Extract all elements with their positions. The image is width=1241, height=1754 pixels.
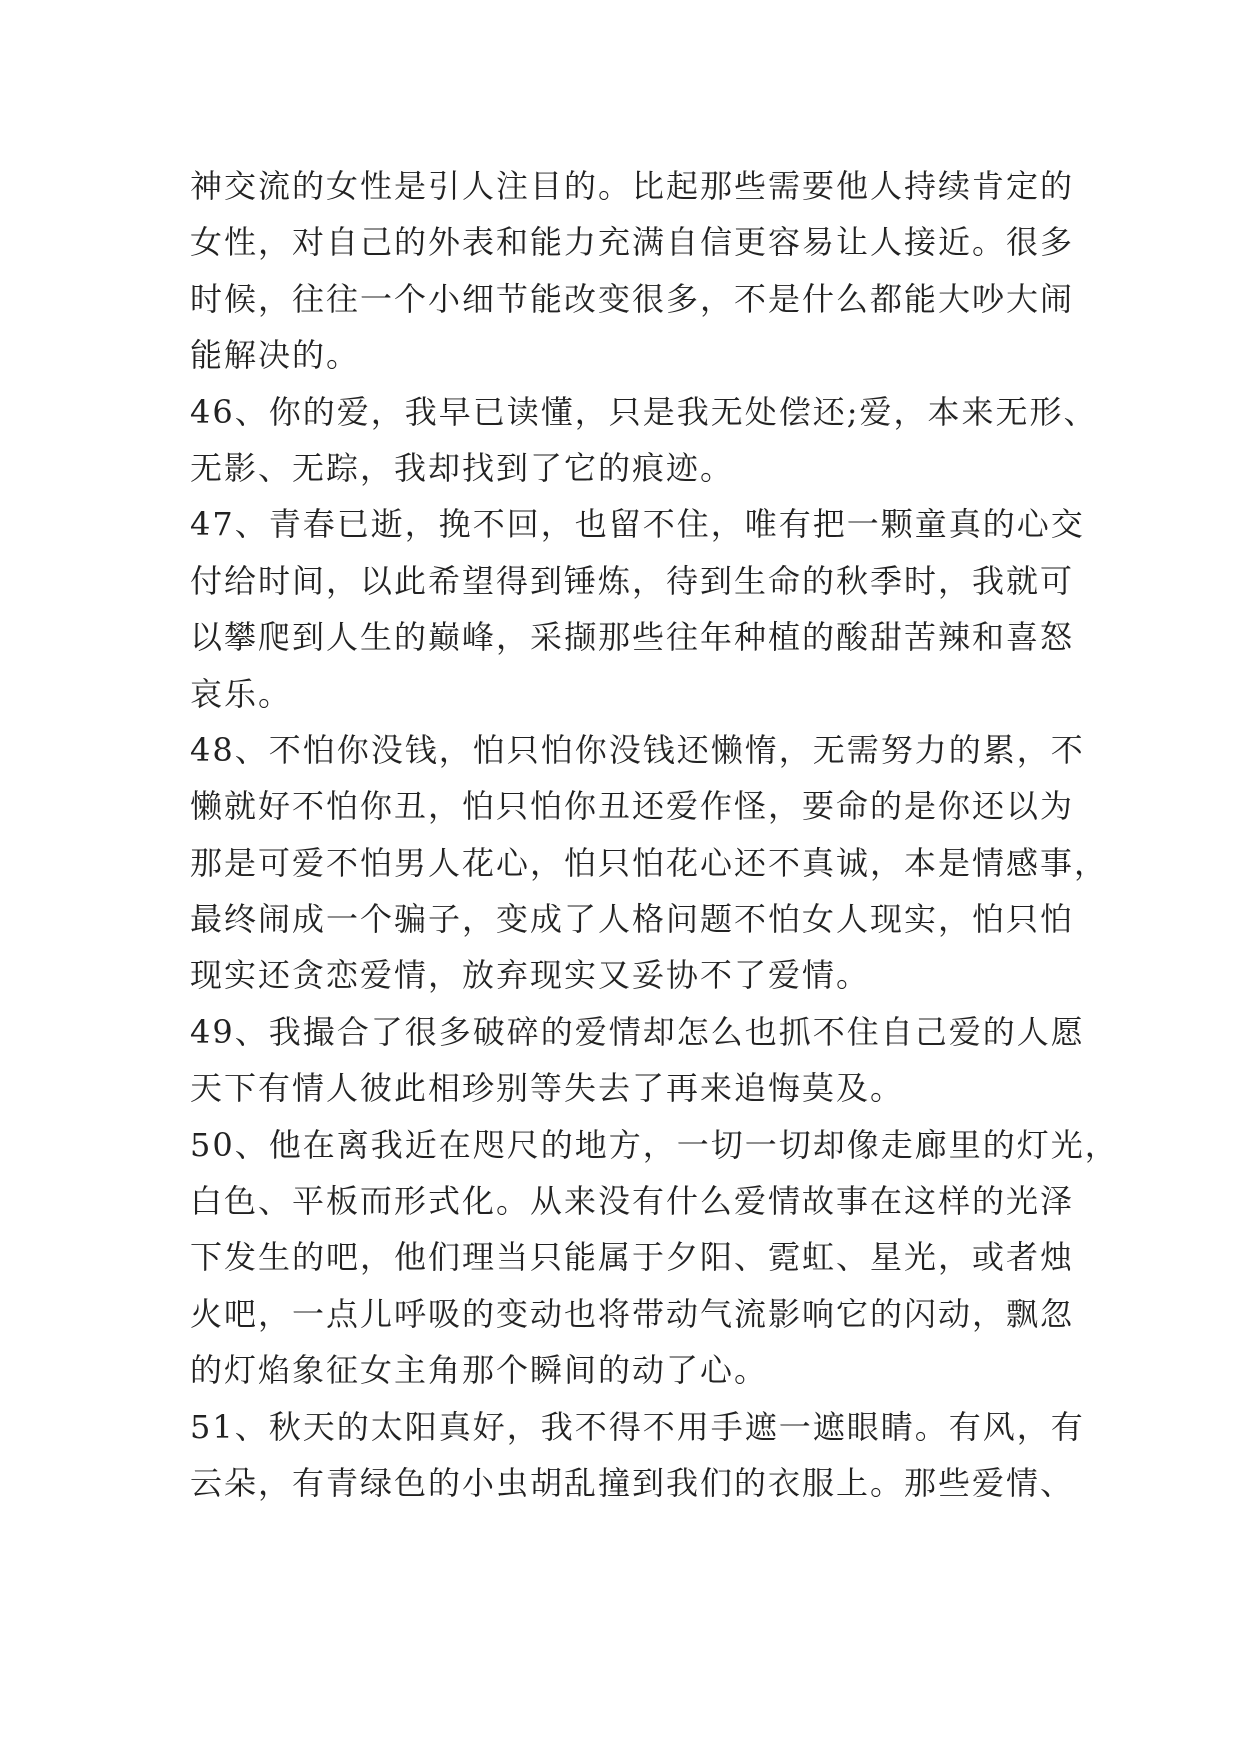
text-line: 47、青春已逝，挽不回，也留不住，唯有把一颗童真的心交 (190, 505, 1085, 544)
text-line: 时候，往往一个小细节能改变很多，不是什么都能大吵大闹 (190, 279, 1075, 318)
body-text (190, 158, 1119, 1511)
text-line: 的灯焰象征女主角那个瞬间的动了心。 (190, 1351, 769, 1390)
text-line: 以攀爬到人生的巅峰，采撷那些往年种植的酸甜苦辣和喜怒 (190, 618, 1075, 657)
text-line: 那是可爱不怕男人花心，怕只怕花心还不真诚，本是情感事， (190, 843, 1109, 882)
text-line: 46、你的爱，我早已读懂，只是我无处偿还;爱，本来无形、 (190, 392, 1098, 431)
text-line: 懒就好不怕你丑，怕只怕你丑还爱作怪，要命的是你还以为 (190, 787, 1075, 826)
text-line: 51、秋天的太阳真好，我不得不用手遮一遮眼睛。有风，有 (190, 1407, 1085, 1446)
text-line: 天下有情人彼此相珍别等失去了再来追悔莫及。 (190, 1069, 905, 1108)
text-line: 火吧，一点儿呼吸的变动也将带动气流影响它的闪动，飘忽 (190, 1294, 1075, 1333)
text-line: 无影、无踪，我却找到了它的痕迹。 (190, 448, 735, 487)
text-line: 能解决的。 (190, 336, 361, 375)
text-line: 女性，对自己的外表和能力充满自信更容易让人接近。很多 (190, 223, 1075, 262)
text-line: 48、不怕你没钱，怕只怕你没钱还懒惰，无需努力的累，不 (190, 730, 1085, 769)
text-line: 现实还贪恋爱情，放弃现实又妥协不了爱情。 (190, 956, 871, 995)
text-line: 哀乐。 (190, 674, 293, 713)
text-line: 最终闹成一个骗子，变成了人格问题不怕女人现实，怕只怕 (190, 900, 1075, 939)
text-line: 49、我撮合了很多破碎的爱情却怎么也抓不住自己爱的人愿 (190, 1012, 1085, 1051)
text-line: 云朵，有青绿色的小虫胡乱撞到我们的衣服上。那些爱情、 (190, 1463, 1075, 1502)
text-line: 付给时间，以此希望得到锤炼，待到生命的秋季时，我就可 (190, 561, 1075, 600)
text-line: 白色、平板而形式化。从来没有什么爱情故事在这样的光泽 (190, 1182, 1075, 1221)
text-line: 下发生的吧，他们理当只能属于夕阳、霓虹、星光，或者烛 (190, 1238, 1075, 1277)
text-line: 神交流的女性是引人注目的。比起那些需要他人持续肯定的 (190, 167, 1075, 205)
text-line: 50、他在离我近在咫尺的地方，一切一切却像走廊里的灯光， (190, 1125, 1119, 1164)
